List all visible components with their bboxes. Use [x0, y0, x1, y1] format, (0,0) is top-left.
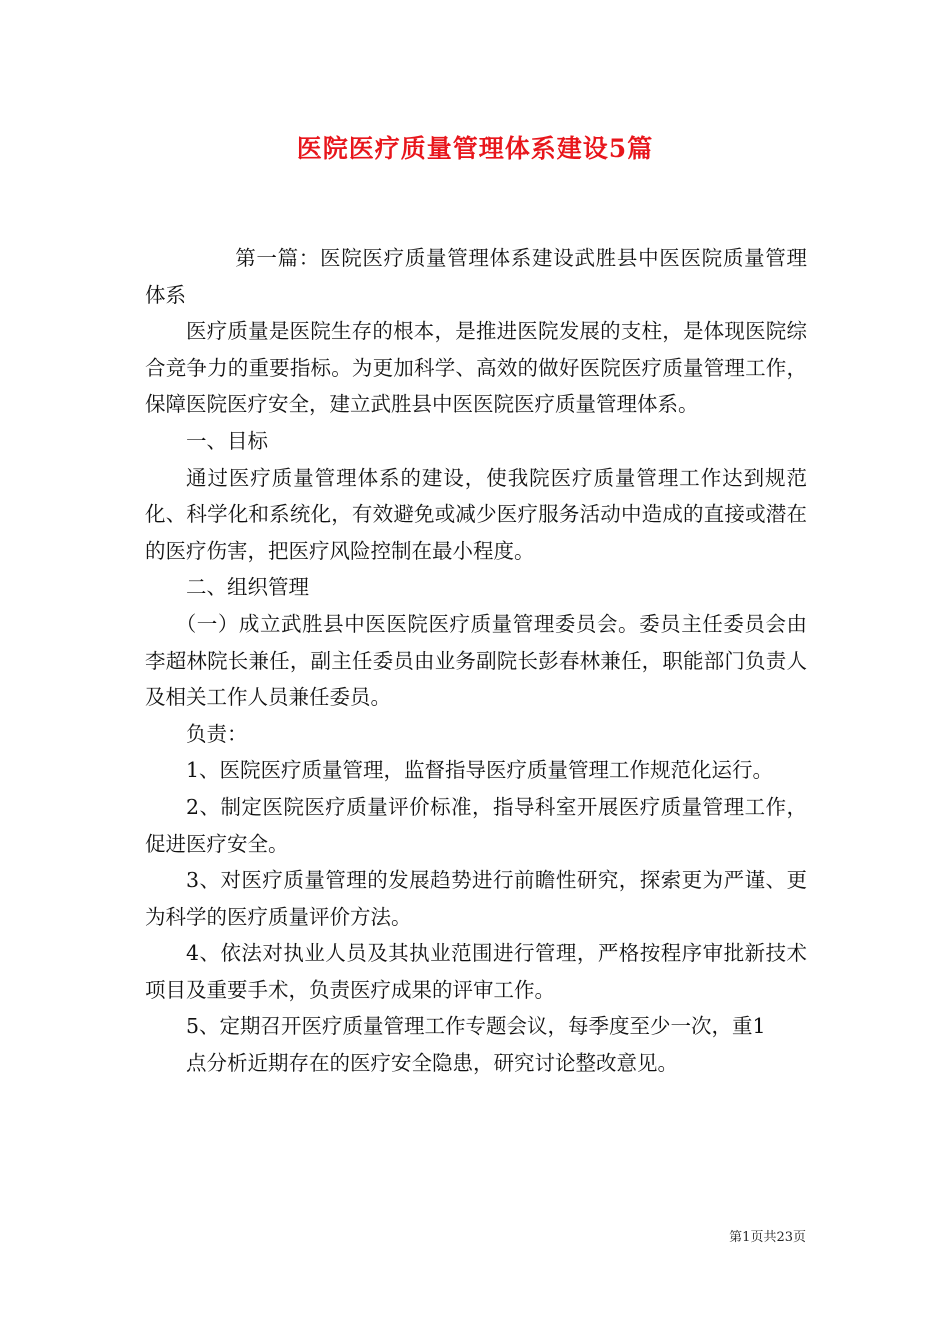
document-body [145, 240, 807, 1082]
document-title: 医院医疗质量管理体系建设5篇 [296, 134, 654, 163]
chapter-heading: 第一篇：医院医疗质量管理体系建设武胜县中医医院质量管理体系 [145, 246, 807, 307]
section-heading-goal: 一、目标 [186, 428, 268, 453]
intro-paragraph: 医疗质量是医院生存的根本，是推进医院发展的支柱，是体现医院综合竞争力的重要指标。为更加科学、高效的做好医院医疗质量管理工作，保障医院医疗安全，建立武胜县中医医院医疗质量管理体系。 [145, 319, 807, 417]
list-item: 5、定期召开医疗质量管理工作专题会议，每季度至少一次，重1 [186, 1014, 766, 1039]
list-item: 1、医院医疗质量管理，监督指导医疗质量管理工作规范化运行。 [186, 758, 774, 783]
goal-paragraph: 通过医疗质量管理体系的建设，使我院医疗质量管理工作达到规范化、科学化和系统化，有效避免或减少医疗服务活动中造成的直接或潜在的医疗伤害，把医疗风险控制在最小程度。 [145, 465, 807, 563]
list-item: 2、制定医院医疗质量评价标准，指导科室开展医疗质量管理工作，促进医疗安全。 [145, 794, 807, 856]
list-item-continued: 点分析近期存在的医疗安全隐患，研究讨论整改意见。 [186, 1051, 678, 1076]
list-item: 4、依法对执业人员及其执业范围进行管理，严格按程序审批新技术项目及重要手术，负责医疗成果的评审工作。 [145, 941, 807, 1002]
committee-paragraph: （一）成立武胜县中医医院医疗质量管理委员会。委员主任委员会由李超林院长兼任，副主任委员由业务副院长彭春林兼任，职能部门负责人及相关工作人员兼任委员。 [145, 611, 807, 710]
page-number-footer: 第1页共23页 [729, 1230, 806, 1245]
list-item: 3、对医疗质量管理的发展趋势进行前瞻性研究，探索更为严谨、更为科学的医疗质量评价方法。 [145, 868, 807, 929]
section-heading-organization: 二、组织管理 [186, 575, 309, 600]
responsibility-heading: 负责： [186, 721, 248, 746]
